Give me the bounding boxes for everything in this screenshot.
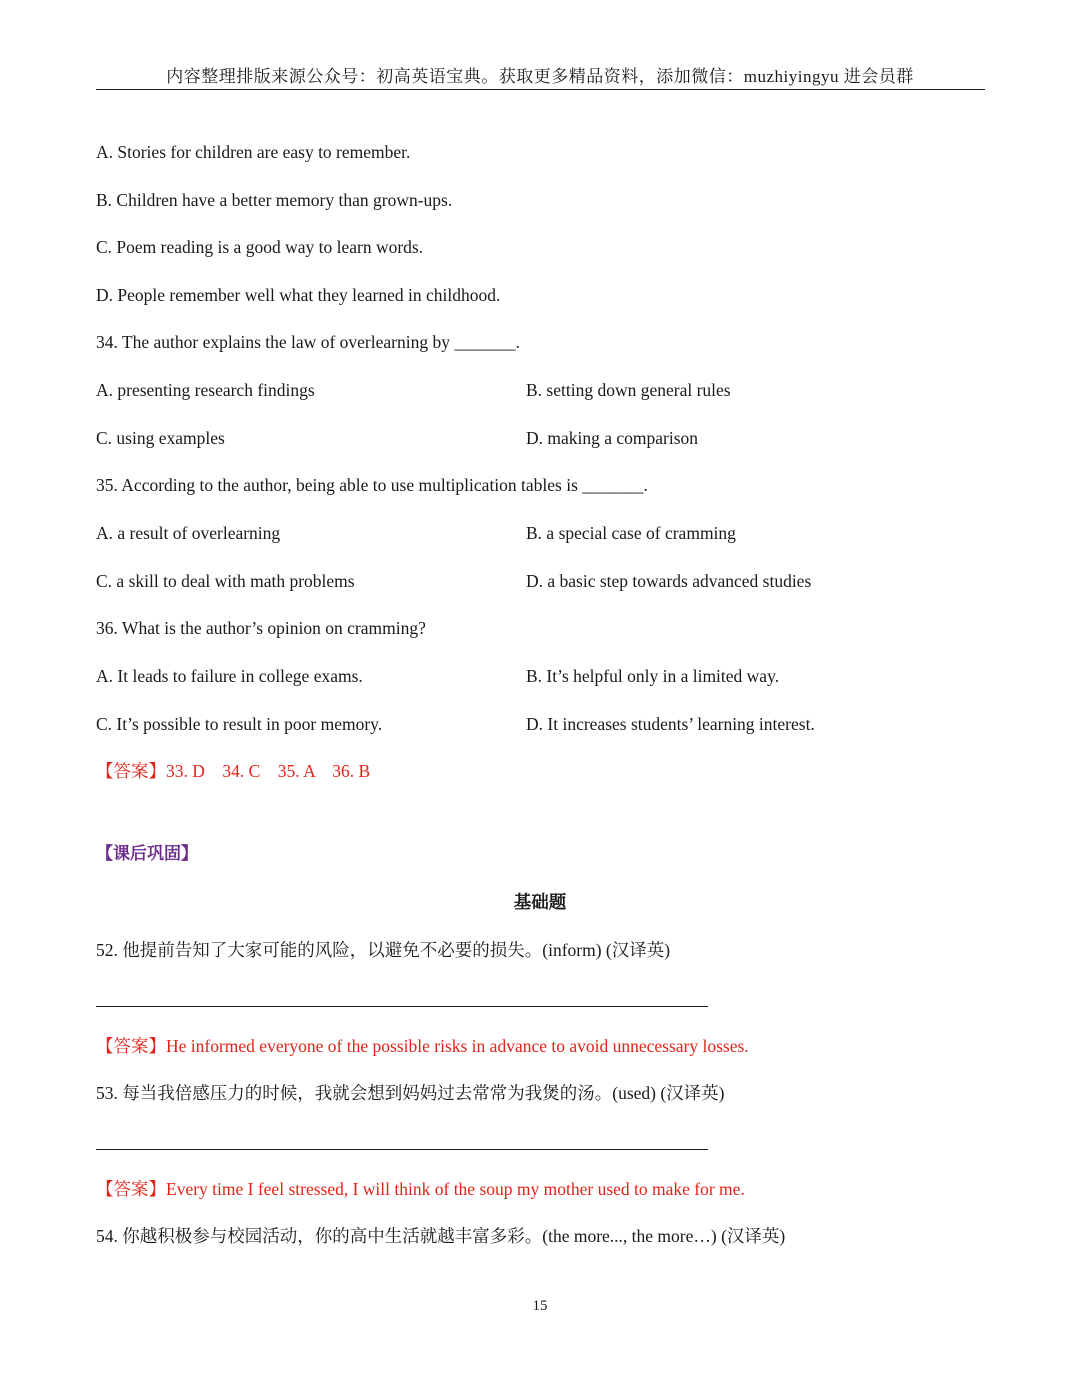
q52-stem: 52. 他提前告知了大家可能的风险，以避免不必要的损失。(inform) (汉译英)	[96, 940, 671, 960]
q34-stem: 34. The author explains the law of overlearning by _______.	[96, 332, 520, 352]
q53-answer-line	[96, 1149, 708, 1150]
header-divider	[96, 89, 985, 90]
q33-option-b: B. Children have a better memory than grown-ups.	[96, 190, 453, 210]
q35-option-c: C. a skill to deal with math problems	[96, 571, 355, 591]
q36-option-a: A. It leads to failure in college exams.	[96, 666, 363, 686]
q53-answer: 【答案】Every time I feel stressed, I will think of the soup my mother used to make for me.	[96, 1179, 745, 1199]
page-header: 内容整理排版来源公众号：初高英语宝典。获取更多精品资料，添加微信：muzhiyingyu 进会员群	[166, 67, 914, 86]
q34-option-c: C. using examples	[96, 428, 225, 448]
q35-option-a: A. a result of overlearning	[96, 523, 281, 543]
subtitle-basic: 基础题	[513, 892, 567, 912]
q33-option-a: A. Stories for children are easy to remember.	[96, 142, 411, 162]
q35-option-b: B. a special case of cramming	[526, 523, 736, 543]
q54-stem: 54. 你越积极参与校园活动，你的高中生活就越丰富多彩。(the more..., the more…) (汉译英)	[96, 1226, 786, 1246]
q35-stem: 35. According to the author, being able to use multiplication tables is _______.	[96, 475, 648, 495]
section-title: 【课后巩固】	[96, 844, 198, 863]
q34-option-a: A. presenting research findings	[96, 380, 315, 400]
q36-stem: 36. What is the author’s opinion on cramming?	[96, 618, 426, 638]
q53-stem: 53. 每当我倍感压力的时候，我就会想到妈妈过去常常为我煲的汤。(used) (汉译英)	[96, 1083, 725, 1103]
q36-option-b: B. It’s helpful only in a limited way.	[526, 666, 780, 686]
q34-option-d: D. making a comparison	[526, 428, 699, 448]
q52-answer: 【答案】He informed everyone of the possible risks in advance to avoid unnecessary losses.	[96, 1036, 749, 1056]
q35-option-d: D. a basic step towards advanced studies	[526, 571, 812, 591]
q36-option-d: D. It increases students’ learning interest.	[526, 714, 815, 734]
q52-answer-line	[96, 1006, 708, 1007]
q33-option-d: D. People remember well what they learned in childhood.	[96, 285, 501, 305]
page-number: 15	[532, 1298, 548, 1314]
answer-key-33-36: 【答案】33. D 34. C 35. A 36. B	[96, 761, 371, 781]
q33-option-c: C. Poem reading is a good way to learn words.	[96, 237, 424, 257]
q34-option-b: B. setting down general rules	[526, 380, 731, 400]
q36-option-c: C. It’s possible to result in poor memory.	[96, 714, 383, 734]
